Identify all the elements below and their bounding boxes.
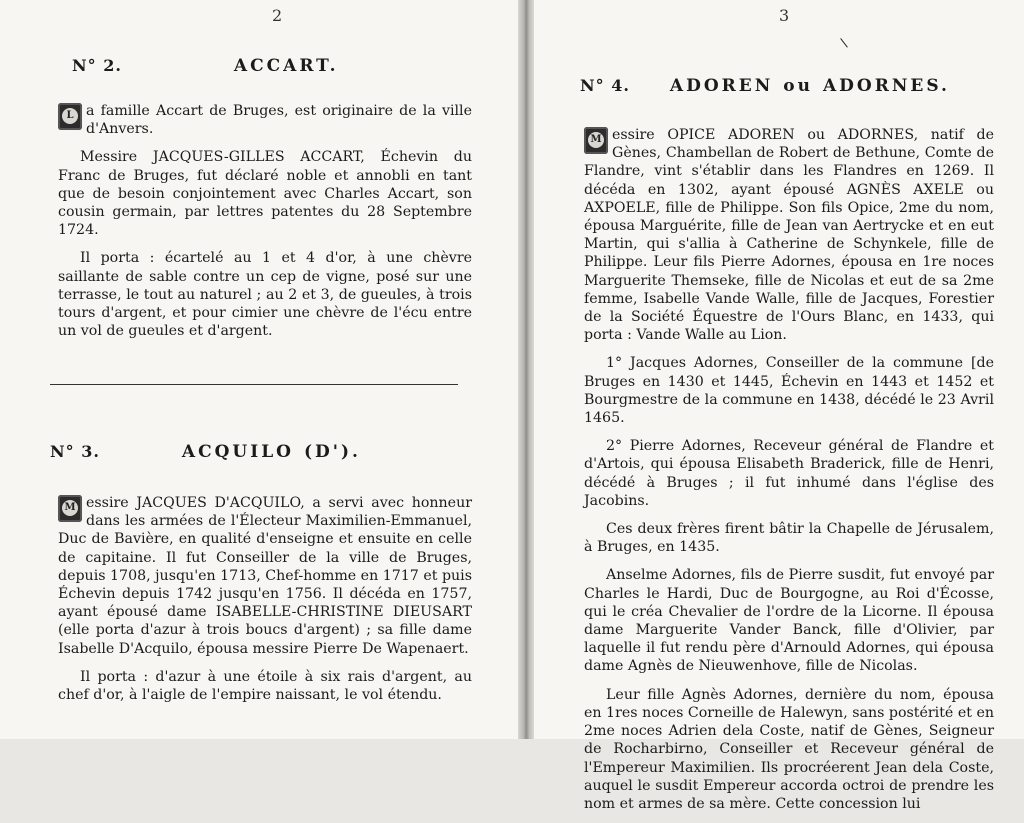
margin-mark: \ [839,35,849,52]
page-number-right: 3 [779,6,790,25]
entry-3-paragraph-2: Il porta : d'azur à une étoile à six rais d'argent, au chef d'or, à l'aigle de l'empire naissant, le vol étendu. [58,668,472,704]
entry-4-title-mid: ou [783,76,813,96]
entry-3-body [58,494,472,714]
entry-2-heading [72,56,472,76]
entry-3-paragraph-1: M essire JACQUES D'ACQUILO, a servi avec honneur dans les armées de l'Électeur Maximilien-Emmanuel, Duc de Bavière, en qualité d'enseigne et ensuite en celle de capitaine. Il fut Conseiller de la ville de Bruges, depuis 1708, jusqu'en 1713, Chef-homme en 1717 et puis Échevin depuis 1742 jusqu'en 1756. Il décéda en 1757, ayant épousé dame ISABELLE-CHRISTINE DIEUSART (elle porta d'azur à trois boucs d'argent) ; sa fille dame Isabelle D'Acquilo, épousa messire Pierre De Wapenaert. [58,495,472,657]
dropcap-ornament-icon: M [584,127,608,154]
entry-4-paragraph-3: 2° Pierre Adornes, Receveur général de Flandre et d'Artois, qui épousa Elisabeth Braderick, fille de Henri, décédé à Bruges ; il fut inhumé dans l'église des Jacobins. [584,438,994,509]
entry-4-body [584,126,994,823]
dropcap-ornament-icon: L [58,103,82,130]
book-gutter [518,0,534,739]
left-page [0,0,518,739]
entry-4-paragraph-6: Leur fille Agnès Adornes, dernière du nom, épousa en 1res noces Corneille de Halewyn, sans postérité et en 2me noces Adrien dela Coste, natif de Gènes, Seigneur de Rocharbirno, Conseiller et Receveur général de l'Empereur Maximilien. Ils procréerent Jean dela Coste, auquel le susdit Empereur accorda octroi de prendre les nom et armes de sa mère. Cette concession lui [584,686,994,812]
entry-3-title-suffix: (D'). [303,442,361,462]
entry-4-paragraph-5: Anselme Adornes, fils de Pierre susdit, fut envoyé par Charles le Hardi, Duc de Bourgogne, au Roi d'Écosse, qui le créa Chevalier de l'ordre de la Licorne. Il épousa dame Marguerite Vander Banck, fille d'Olivier, par laquelle il fut rendu père d'Arnould Adornes, qui épousa dame Agnès de Nieuwenhove, fille de Nicolas. [584,567,994,675]
entry-3-heading [50,442,460,462]
entry-2-title: ACCART. [233,56,339,76]
entry-4-paragraph-2: 1° Jacques Adornes, Conseiller de la commune [de Bruges en 1430 et 1445, Échevin en 1443 et 1452 et Bourgmestre de la commune en 1438, décédé le 23 Avril 1465. [584,355,994,427]
entry-3-number: N° 3. [50,442,100,461]
entry-2-paragraph-3: Il porta : écartelé au 1 et 4 d'or, à une chèvre saillante de sable contre un cep de vigne, posé sur une terrasse, le tout au naturel ; au 2 et 3, de gueules, à trois tours d'argent, et pour cimier une chèvre de l'écu entre un vol de gueules et d'argent. [58,250,472,340]
page-number-left: 2 [272,6,283,25]
entry-2-number: N° 2. [72,56,122,75]
entry-4-number: N° 4. [580,76,630,95]
entry-4-paragraph-4: Ces deux frères firent bâtir la Chapelle de Jérusalem, à Bruges, en 1435. [584,521,994,556]
entry-4-title: ADOREN [669,76,774,96]
section-divider [50,384,458,385]
entry-4-paragraph-1: M essire OPICE ADOREN ou ADORNES, natif de Gènes, Chambellan de Robert de Bethune, Comte de Flandre, vint s'établir dans les Flandres en 1269. Il décéda en 1302, ayant épousé AGNÈS AXELE ou AXPOELE, fille de Philippe. Son fils Opice, 2me du nom, épousa Marguérite, fille de Jean van Aertrycke et en eut Martin, qui s'allia à Catherine de Schynkele, fille de Philippe. Leur fils Pierre Adornes, épousa en 1re noces Marguerite Themseke, fille de Nicolas et eut de sa 2me femme, Isabelle Vande Walle, fille de Jacques, Forestier de la Société Équestre de l'Ours Blanc, en 1433, qui porta : Vande Walle au Lion. [584,127,994,344]
entry-2-paragraph-2: Messire JACQUES-GILLES ACCART, Échevin du Franc de Bruges, fut déclaré noble et annobli en tant que de besoin conjointement avec Charles Accart, son cousin germain, par lettres patentes du 28 Septembre 1724. [58,149,472,239]
entry-4-heading [580,76,1000,96]
dropcap-ornament-icon: M [58,495,82,522]
entry-3-title: ACQUILO [181,442,294,462]
entry-2-paragraph-1: L a famille Accart de Bruges, est originaire de la ville d'Anvers. [58,102,472,138]
entry-2-body [58,102,472,350]
entry-4-title-end: ADORNES. [822,76,950,96]
right-page [534,0,1024,812]
